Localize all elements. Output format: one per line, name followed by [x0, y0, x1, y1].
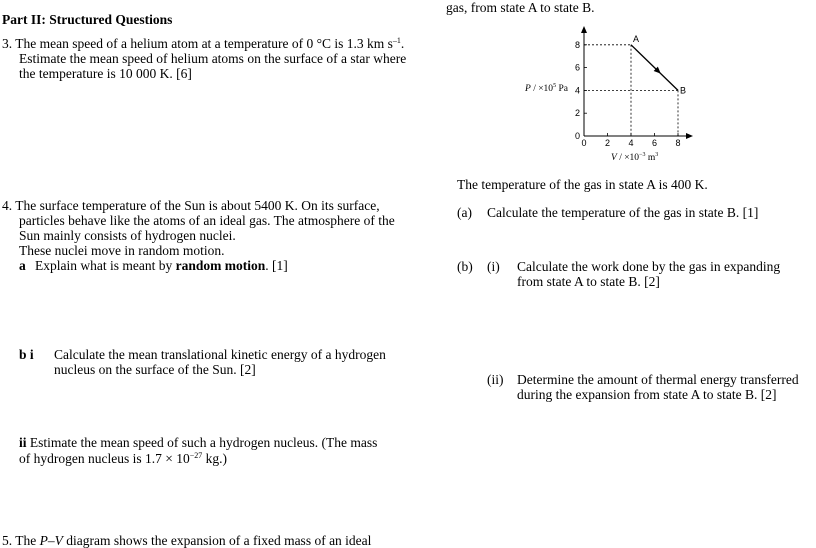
x-tick-label: 0: [581, 138, 587, 148]
temperature-statement: The temperature of the gas in state A is 400 K.: [457, 177, 708, 192]
q3-line3: the temperature is 10 000 K. [6]: [19, 66, 192, 81]
point-a-label: A: [633, 33, 640, 44]
q5-line1: 5. The P–V diagram shows the expansion of a fixed mass of an ideal: [2, 533, 372, 548]
q5bi-label: (i): [487, 259, 500, 274]
q4-line4: These nuclei move in random motion.: [19, 243, 225, 258]
q5a-text: Calculate the temperature of the gas in state B. [1]: [487, 205, 759, 220]
x-axis-label: $V / \times 10^{-3}$ $m^3$: [611, 152, 659, 163]
q4-line2: particles behave like the atoms of an ideal gas. The atmosphere of the: [19, 213, 395, 228]
q5bii-label: (ii): [487, 372, 504, 387]
q4a-label: a: [19, 258, 26, 273]
q4a-text: Explain what is meant by random motion. [1]: [35, 258, 288, 273]
q4-line1: 4. The surface temperature of the Sun is about 5400 K. On its surface,: [2, 198, 380, 213]
q4bi-label: b i: [19, 347, 34, 362]
pv-diagram: [515, 26, 705, 166]
y-tick-label: 0: [574, 131, 580, 141]
point-b-label: B: [680, 85, 687, 96]
q4ii-line1: ii Estimate the mean speed of such a hydrogen nucleus. (The mass: [19, 435, 378, 450]
q4bi-line2: nucleus on the surface of the Sun. [2]: [54, 362, 256, 377]
y-tick-label: 4: [574, 85, 580, 96]
x-tick-label: 6: [651, 138, 658, 148]
y-tick-label: 8: [574, 39, 580, 50]
x-axis-arrow: [686, 133, 693, 139]
q5-line2: gas, from state A to state B.: [446, 0, 595, 15]
x-tick-label: 4: [628, 138, 634, 148]
section-title: Part II: Structured Questions: [2, 12, 173, 27]
q5bi-line1: Calculate the work done by the gas in expanding: [517, 259, 781, 274]
q5bi-line2: from state A to state B. [2]: [517, 274, 660, 289]
q5a-label: (a): [457, 205, 472, 220]
y-axis-label: $P / \times 10^5$ Pa: [525, 83, 568, 94]
q5bii-line2: during the expansion from state A to state B. [2]: [517, 387, 777, 402]
q4-line3: Sun mainly consists of hydrogen nuclei.: [19, 228, 236, 243]
x-tick-label: 2: [604, 138, 611, 148]
process-line-a-to-b: [631, 45, 678, 91]
q3-line2: Estimate the mean speed of helium atoms on the surface of a star where: [19, 51, 407, 66]
y-tick-label: 2: [574, 108, 580, 119]
x-tick-label: 8: [675, 138, 681, 148]
y-tick-label: 6: [574, 62, 580, 73]
y-axis-arrow: [581, 26, 587, 33]
q3-line1: 3. The mean speed of a helium atom at a temperature of 0 °C is 1.3 km $s^{-1}$.: [2, 36, 405, 51]
q5bii-line1: Determine the amount of thermal energy transferred: [517, 372, 799, 387]
q4ii-line2: of hydrogen nucleus is $1.7 \times 10^{-27}$ kg.): [19, 451, 227, 466]
q4bi-line1: Calculate the mean translational kinetic energy of a hydrogen: [54, 347, 386, 362]
q5b-label: (b): [457, 259, 473, 274]
